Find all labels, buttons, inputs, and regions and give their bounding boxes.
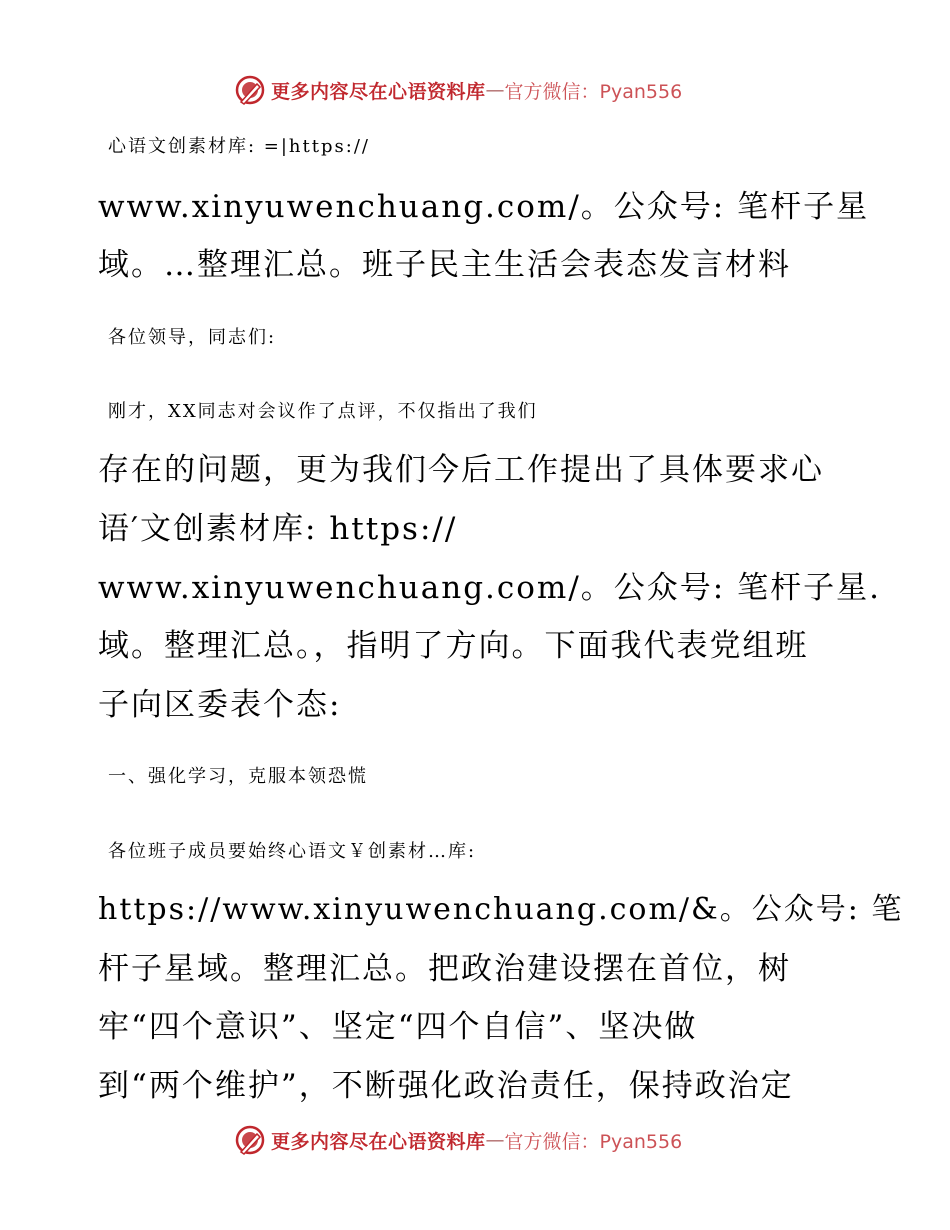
- body-line: https://www.xinyuwenchuang.com/&。公众号: 笔: [98, 892, 904, 927]
- footer-banner-separator: —: [485, 1129, 505, 1151]
- body-line: 子向区委表个态:: [98, 687, 342, 723]
- body-line: 语′文创素材库: https://: [98, 511, 458, 547]
- body-line: 心语文创素材库: =|https://: [108, 136, 370, 157]
- pen-logo-icon: [235, 1125, 265, 1155]
- body-line: 各位领导，同志们:: [108, 327, 277, 348]
- body-line: 存在的问题，更为我们今后工作提出了具体要求心: [98, 452, 824, 488]
- footer-banner-contact: 官方微信：Pyan556: [504, 1130, 683, 1153]
- footer-watermark-banner: [235, 1123, 715, 1157]
- header-banner-text: 更多内容尽在心语资料库: [271, 80, 486, 103]
- footer-banner-text: 更多内容尽在心语资料库: [271, 1130, 486, 1153]
- body-line: 刚才，XX同志对会议作了点评，不仅指出了我们: [108, 401, 538, 422]
- section-heading: 一、强化学习，克服本领恐慌: [108, 766, 368, 787]
- header-watermark-banner: [235, 73, 715, 107]
- pen-logo-icon: [235, 75, 265, 105]
- body-line: 域。…整理汇总。班子民主生活会表态发言材料: [98, 247, 791, 283]
- body-line: 杆子星域。整理汇总。把政治建设摆在首位，树: [98, 951, 791, 987]
- body-line: www.xinyuwenchuang.com/。公众号: 笔杆子星: [98, 189, 870, 225]
- header-banner-separator: —: [485, 79, 505, 101]
- body-line: 牢“四个意识”、坚定“四个自信”、坚决做: [98, 1009, 698, 1045]
- body-line: 到“两个维护”，不断强化政治责任，保持政治定: [98, 1068, 794, 1104]
- body-line: 各位班子成员要始终心语文￥创素材…库:: [108, 841, 477, 862]
- body-line: www.xinyuwenchuang.com/。公众号: 笔杆子星.: [98, 570, 881, 606]
- header-banner-contact: 官方微信：Pyan556: [504, 80, 683, 103]
- body-line: 域。整理汇总。，指明了方向。下面我代表党组班: [98, 628, 809, 664]
